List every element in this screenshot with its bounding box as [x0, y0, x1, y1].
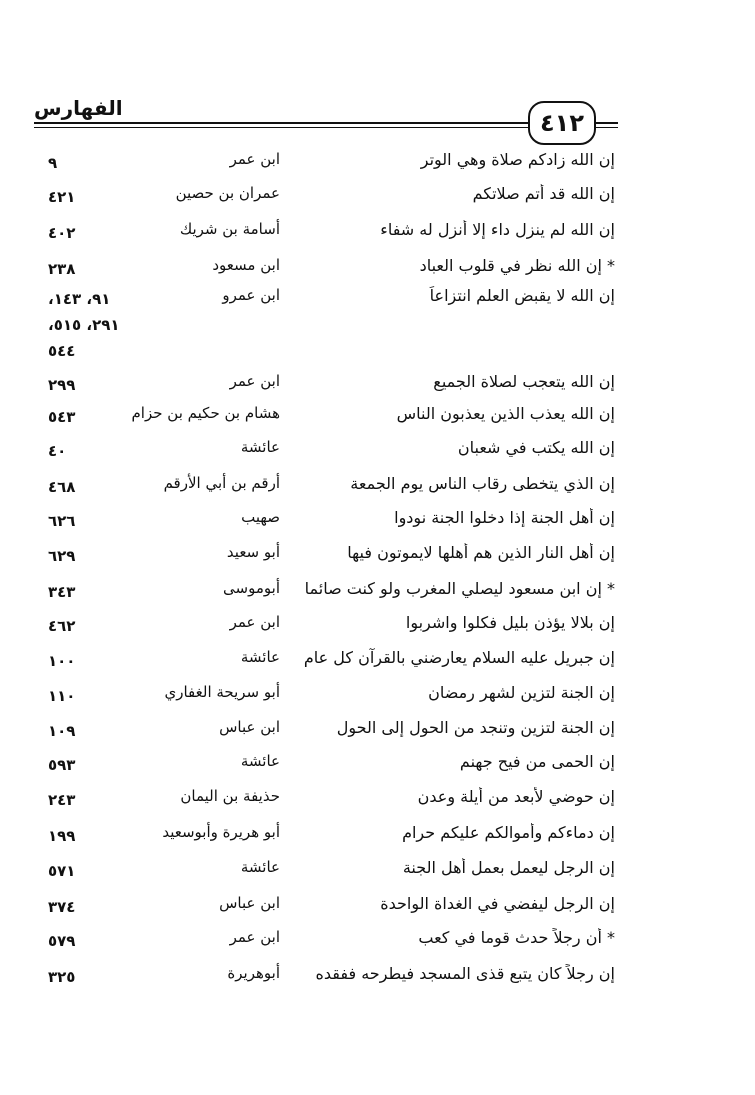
hadith-text: إن الجنة لتزين وتنجد من الحول إلى الحول — [336, 718, 615, 737]
page-reference: ٣٤٣ — [48, 583, 76, 601]
index-entry — [30, 964, 630, 994]
narrator-name: أبو سعيد — [226, 543, 280, 561]
narrator-name: ابن عمر — [229, 928, 280, 946]
narrator-name: ابن مسعود — [212, 256, 280, 274]
narrator-name: عائشة — [240, 858, 280, 876]
hadith-text: إن الله زادكم صلاة وهي الوتر — [420, 150, 615, 169]
page-reference: ٦٢٦ — [48, 512, 76, 530]
narrator-name: صهيب — [241, 508, 280, 526]
narrator-name: ابن عمرو — [222, 286, 280, 304]
narrator-name: أبو هريرة وأبوسعيد — [162, 823, 280, 841]
page-reference: ١٩٩ — [48, 827, 76, 845]
index-entry — [30, 543, 630, 573]
index-entry — [30, 404, 630, 434]
index-entry — [30, 928, 630, 958]
index-entry — [30, 438, 630, 468]
hadith-text: إن أهل النار الذين هم أهلها لايموتون فيها — [347, 543, 615, 562]
narrator-name: عائشة — [240, 752, 280, 770]
running-title: الفهارس — [34, 96, 123, 120]
hadith-text: إن الله لم ينزل داء إلا أنزل له شفاء — [380, 220, 615, 239]
hadith-text: * أن رجلاً حدث قوما في كعب — [418, 928, 615, 947]
page-reference: ١١٠ — [48, 687, 76, 705]
hadith-text: إن الجنة لتزين لشهر رمضان — [428, 683, 615, 702]
index-entry — [30, 718, 630, 748]
index-entry — [30, 220, 630, 250]
index-entry — [30, 184, 630, 214]
page-reference: ٤٠٢ — [48, 224, 76, 242]
index-entry — [30, 579, 630, 609]
hadith-text: إن حوضي لأبعد من أيلة وعدن — [417, 787, 615, 806]
page-reference: ٥٤٣ — [48, 408, 76, 426]
index-entry — [30, 823, 630, 853]
narrator-name: ابن عمر — [229, 372, 280, 390]
page-reference: ٢٩٩ — [48, 376, 76, 394]
page-reference: ٢٣٨ — [48, 260, 76, 278]
index-entry — [30, 286, 630, 366]
page-reference: ٦٢٩ — [48, 547, 76, 565]
hadith-text: إن الله قد أتم صلاتكم — [472, 184, 615, 203]
page-number: ٤١٢ — [528, 101, 596, 145]
page-reference: ٤٠ — [48, 442, 67, 460]
hadith-text: إن دماءكم وأموالكم عليكم حرام — [402, 823, 615, 842]
page-reference: ٢٤٣ — [48, 791, 76, 809]
hadith-text: إن الحمى من فيح جهنم — [459, 752, 615, 771]
narrator-name: أسامة بن شريك — [179, 220, 280, 238]
page-reference: ٣٢٥ — [48, 968, 76, 986]
page-reference: ١٠٠ — [48, 652, 76, 670]
index-entry — [30, 787, 630, 817]
hadith-text: إن بلالا يؤذن بليل فكلوا واشربوا — [405, 613, 615, 632]
index-entry — [30, 752, 630, 782]
page-reference: ٥٧١ — [48, 862, 76, 880]
narrator-name: ابن عمر — [229, 613, 280, 631]
page-reference: ٣٧٤ — [48, 898, 76, 916]
hadith-text: إن الرجل ليفضي في الغداة الواحدة — [380, 894, 615, 913]
page-reference: ٤٢١ — [48, 188, 76, 206]
index-entry — [30, 508, 630, 538]
narrator-name: عائشة — [240, 648, 280, 666]
index-entry — [30, 683, 630, 713]
hadith-text: إن الرجل ليعمل بعمل أهل الجنة — [402, 858, 615, 877]
hadith-text: إن الله يتعجب لصلاة الجميع — [433, 372, 615, 391]
page-reference: ٤٦٨ — [48, 478, 76, 496]
index-entry — [30, 648, 630, 678]
index-entry — [30, 894, 630, 924]
narrator-name: عائشة — [240, 438, 280, 456]
index-entry — [30, 150, 630, 180]
hadith-text: إن الله لا يقبض العلم انتزاعاً — [429, 286, 615, 305]
hadith-text: إن الله يكتب في شعبان — [457, 438, 615, 457]
hadith-text: إن جبريل عليه السلام يعارضني بالقرآن كل عام — [303, 648, 615, 667]
page-reference: ٥٩٣ — [48, 756, 76, 774]
narrator-name: أرقم بن أبي الأرقم — [163, 474, 280, 492]
hadith-text: * إن الله نظر في قلوب العباد — [419, 256, 615, 275]
index-entry — [30, 372, 630, 402]
narrator-name: أبوموسى — [223, 579, 280, 597]
page-reference: ٩ — [48, 154, 58, 172]
page-reference: ١٠٩ — [48, 722, 76, 740]
narrator-name: ابن عباس — [219, 718, 280, 736]
hadith-text: إن رجلاً كان يتبع قذى المسجد فيطرحه ففقده — [315, 964, 615, 983]
page-reference: ٩١، ١٤٣، ٢٩١، ٥١٥، ٥٤٤ — [48, 290, 120, 360]
hadith-text: إن الله يعذب الذين يعذبون الناس — [396, 404, 615, 423]
narrator-name: هشام بن حكيم بن حزام — [131, 404, 280, 422]
narrator-name: عمران بن حصين — [175, 184, 280, 202]
hadith-text: إن أهل الجنة إذا دخلوا الجنة نودوا — [394, 508, 615, 527]
index-entry — [30, 613, 630, 643]
index-entry — [30, 474, 630, 504]
hadith-text: إن الذي يتخطى رقاب الناس يوم الجمعة — [350, 474, 615, 493]
hadith-text: * إن ابن مسعود ليصلي المغرب ولو كنت صائما — [304, 579, 615, 598]
index-entry — [30, 858, 630, 888]
narrator-name: أبوهريرة — [227, 964, 280, 982]
page-reference: ٤٦٢ — [48, 617, 76, 635]
narrator-name: أبو سريحة الغفاري — [164, 683, 280, 701]
narrator-name: حذيفة بن اليمان — [180, 787, 280, 805]
narrator-name: ابن عمر — [229, 150, 280, 168]
index-entry — [30, 256, 630, 286]
narrator-name: ابن عباس — [219, 894, 280, 912]
page-reference: ٥٧٩ — [48, 932, 76, 950]
